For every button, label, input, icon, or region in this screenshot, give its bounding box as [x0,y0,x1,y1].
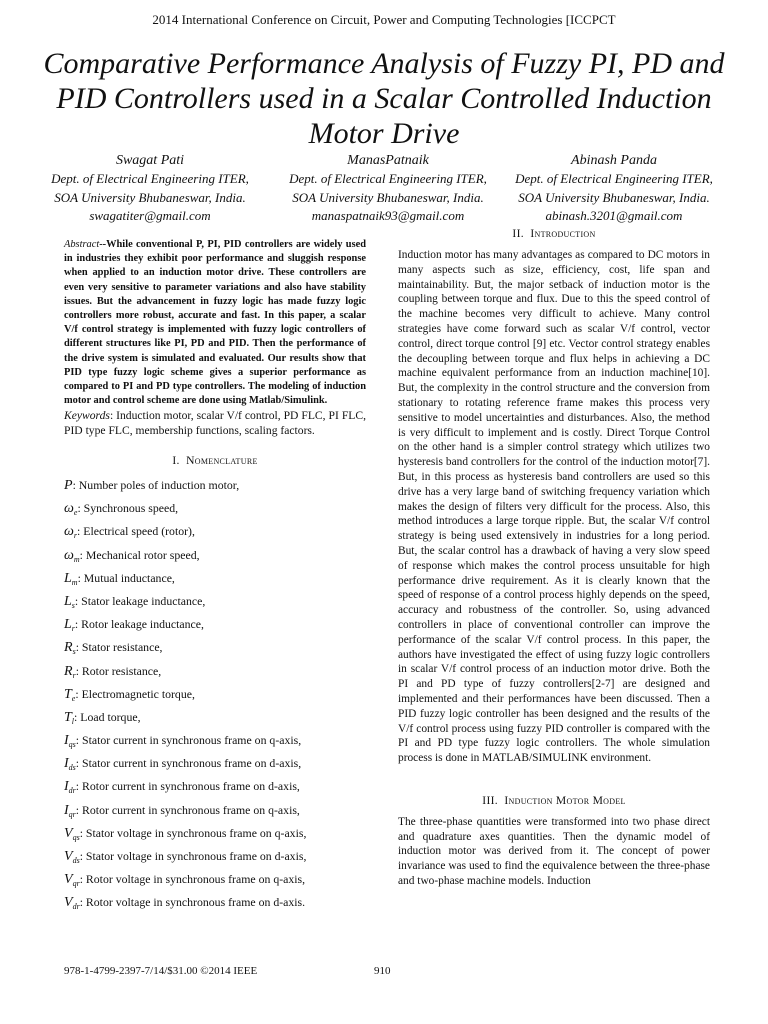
nomenclature-symbol [64,640,76,655]
nomenclature-description: : Mutual inductance, [77,570,175,585]
nomenclature-symbol [64,803,76,818]
symbol-subscript: r [73,531,78,541]
symbol-base: L [64,593,72,609]
nomenclature-item [64,775,366,798]
symbol-base: V [64,895,73,911]
nomenclature-description: : Mechanical rotor speed, [79,547,200,562]
conference-header: 2014 International Conference on Circuit, Power and Computing Technologies [ICCPCT [152,12,616,27]
nomenclature-description: : Stator current in synchronous frame on q-axis, [75,733,302,748]
symbol-base: P [64,478,73,494]
symbol-subscript: ds [72,856,80,866]
nomenclature-item [64,636,366,659]
symbol-subscript: e [71,693,76,703]
nomenclature-item [64,683,366,706]
author-university: SOA University Bhubaneswar, India. [292,189,484,205]
author-dept: Dept. of Electrical Engineering ITER, [51,171,249,187]
nomenclature-description: : Stator voltage in synchronous frame on q-axis, [79,825,307,840]
author-block [30,152,270,225]
right-column [398,227,710,889]
symbol-base: L [64,570,72,586]
symbol-subscript: e [73,508,78,518]
symbol-subscript: qr [68,809,76,819]
nomenclature-symbol [64,779,76,794]
abstract-label: Abstract [64,239,100,250]
symbol-base: ω [64,501,74,517]
symbol-base: V [64,825,73,841]
nomenclature-symbol [64,594,75,609]
symbol-subscript: r [72,670,76,680]
nomenclature-item [64,497,366,520]
symbol-base: L [64,617,72,633]
nomenclature-item [64,520,366,543]
author-dept: Dept. of Electrical Engineering ITER, [289,171,487,187]
symbol-base: I [64,802,69,818]
nomenclature-description: : Number poles of induction motor, [72,478,240,493]
symbol-base: R [64,640,73,656]
symbol-base: T [64,709,72,725]
nomenclature-description: : Stator voltage in synchronous frame on d-axis, [79,849,307,864]
symbol-base: I [64,733,69,749]
nomenclature-item [64,729,366,752]
nomenclature-item [64,567,366,590]
author-university: SOA University Bhubaneswar, India. [518,189,710,205]
author-block [494,152,734,225]
symbol-subscript: m [73,554,80,564]
keywords-text: : Induction motor, scalar V/f control, PD FLC, PI FLC, PID type FLC, membership functions, scaling factors. [64,409,366,438]
author-university: SOA University Bhubaneswar, India. [54,189,246,205]
abstract [64,238,366,408]
symbol-subscript: dr [72,902,80,912]
author-dept: Dept. of Electrical Engineering ITER, [515,171,713,187]
left-column [64,238,366,915]
symbol-subscript: r [71,624,75,634]
nomenclature-symbol [64,710,74,725]
nomenclature-symbol [64,524,77,539]
nomenclature-description: : Rotor leakage inductance, [74,617,204,632]
nomenclature-symbol [64,895,80,910]
symbol-base: V [64,849,73,865]
nomenclature-description: : Load torque, [74,709,141,724]
nomenclature-symbol [64,687,75,702]
nomenclature-item [64,613,366,636]
keywords-label: Keywords [64,409,110,423]
symbol-subscript: qs [72,832,80,842]
nomenclature-symbol [64,756,76,771]
page-number: 910 [374,965,391,977]
model-text: The three-phase quantities were transformed into two phase direct and quadrature axes quantities. Then the dynamic model of induction motor was derived from it. The concept of power invariance was used to find the equivalence between the three-phase and two-phase machine models. Induction [398,815,710,888]
symbol-subscript: qs [68,740,76,750]
symbol-subscript: l [71,716,75,726]
author-name: ManasPatnaik [347,153,429,168]
author-email: manaspatnaik93@gmail.com [311,207,465,223]
nomenclature-description: : Stator leakage inductance, [74,593,206,608]
introduction-text: Induction motor has many advantages as compared to DC motors in many aspects such as size, efficiency, cost, life span and maintainability. But, the major setback of induction motor is the coupling between torque and flux. Due to this the speed control of the machine becomes very difficult to achieve. Many control strategies have come forward such as scalar V/f control, vector control, direct torque control [9] etc. Vector control strategy enables the decoupling between torque and flux helps in achieving a DC machine equivalent performance from an induction machine[10]. But, the complexity in the control structure and the conversion from stationary to rotating reference frame makes this process very sensitive to model uncertainties and disturbances. Also, the method is very difficult to implement and is costly. Direct Torque Control on the other hand is a simpler control strategy which utilizes two hysteresis band controllers for the control of the induction motor[7]. But, in this process as hysteresis band controllers are used so this drive has a very large band of switching frequency variation which makes the design of filters very difficult for the process. Also, this method introduces a large torque ripple. But, the scalar V/f control strategy is being used extensively in industries for a long period. But, the scalar control has a drawback of having a very slow speed of response which makes the control process unsuitable for high performance drive requirement. As it is clearly known that the speed of response of a control process highly depends on the speed, accuracy and robustness of the controller. So, using advanced controllers in place of conventional controller can improve the performance of the scalar V/f control process. In this paper, the authors have investigated the effect of using fuzzy logic controllers in scalar V/f control process of an induction motor drive. Both the PI and PD type of fuzzy controllers[2-7] are designed and implemented and their performances have been discussed. Then a PID fuzzy logic controller has been designed and the results of the V/f control process using fuzzy PID controller is compared with the PI and PD type fuzzy logic controllers. The whole simulation process is done in MATLAB/SIMULINK environment. [398,249,710,765]
symbol-subscript: m [71,577,78,587]
nomenclature-item [64,752,366,775]
nomenclature-symbol [64,617,75,632]
symbol-base: R [64,663,73,679]
nomenclature-symbol [64,733,76,748]
page-footer [64,965,744,977]
symbol-base: ω [64,524,74,540]
nomenclature-description: : Rotor resistance, [75,663,162,678]
nomenclature-item [64,868,366,891]
symbol-subscript: ds [68,763,76,773]
nomenclature-symbol [64,872,80,887]
symbol-subscript: s [71,600,75,610]
symbol-subscript: dr [68,786,76,796]
abstract-text: --While conventional P, PI, PID controllers are widely used in industries they exhibit poor performance and sluggish response when applied to an induction motor drive. These controllers are even very sensitive to parameter variations and also have stability issues. But the advancement in fuzzy logic has made fuzzy logic controllers more robust, accurate and fast. In this paper, a scalar V/f control strategy is implemented with fuzzy logic controllers of different structures like PI, PD and PID. Then the performance of the drive system is simulated and evaluated. Our results show that PID type fuzzy logic scheme gives a superior performance as compared to PI and PD type controllers. The modeling of induction motor and control scheme are done using Matlab/Simulink. [64,239,366,407]
paper-title: Comparative Performance Analysis of Fuzzy PI, PD and PID Controllers used in a Scalar Controlled Induction Motor Drive [43,47,725,150]
section-title: Nomenclature [186,454,258,468]
keywords [64,409,366,439]
nomenclature-list [64,474,366,915]
nomenclature-description: : Rotor voltage in synchronous frame on q-axis, [79,872,306,887]
nomenclature-item [64,544,366,567]
nomenclature-description: : Rotor current in synchronous frame on q-axis, [75,802,300,817]
symbol-base: I [64,779,69,795]
nomenclature-description: : Stator current in synchronous frame on d-axis, [75,756,302,771]
footer-isbn: 978-1-4799-2397-7/14/$31.00 ©2014 IEEE [64,965,258,977]
nomenclature-description: : Electrical speed (rotor), [77,524,195,539]
symbol-base: V [64,872,73,888]
symbol-base: I [64,756,69,772]
nomenclature-symbol [64,664,76,679]
section-number: III. [482,793,498,807]
nomenclature-item [64,590,366,613]
author-email: swagatiter@gmail.com [89,207,211,223]
nomenclature-item [64,474,366,497]
nomenclature-item [64,845,366,868]
author-email: abinash.3201@gmail.com [545,207,683,223]
nomenclature-item [64,706,366,729]
nomenclature-symbol [64,501,77,516]
nomenclature-description: : Electromagnetic torque, [75,686,195,701]
symbol-base: T [64,686,72,702]
nomenclature-description: : Rotor voltage in synchronous frame on d-axis. [79,895,306,910]
nomenclature-item [64,660,366,683]
nomenclature-symbol [64,548,80,563]
section-number: I. [172,454,180,468]
nomenclature-description: : Synchronous speed, [77,501,179,516]
nomenclature-item [64,822,366,845]
author-name: Abinash Panda [571,153,657,168]
section-heading-nomenclature [64,454,366,467]
symbol-subscript: s [72,647,76,657]
nomenclature-symbol [64,826,80,841]
author-block [268,152,508,225]
nomenclature-item [64,799,366,822]
author-name: Swagat Pati [115,153,185,168]
nomenclature-description: : Stator resistance, [75,640,163,655]
section-title: Induction Motor Model [504,793,626,807]
section-number: II. [512,227,524,240]
symbol-base: ω [64,547,74,563]
section-heading-introduction [398,227,710,240]
nomenclature-symbol [64,478,73,493]
section-title: Introduction [530,227,596,240]
nomenclature-item [64,891,366,914]
section-heading-model [398,794,710,807]
nomenclature-symbol [64,571,78,586]
nomenclature-description: : Rotor current in synchronous frame on d-axis, [75,779,300,794]
symbol-subscript: qr [72,879,80,889]
nomenclature-symbol [64,849,80,864]
